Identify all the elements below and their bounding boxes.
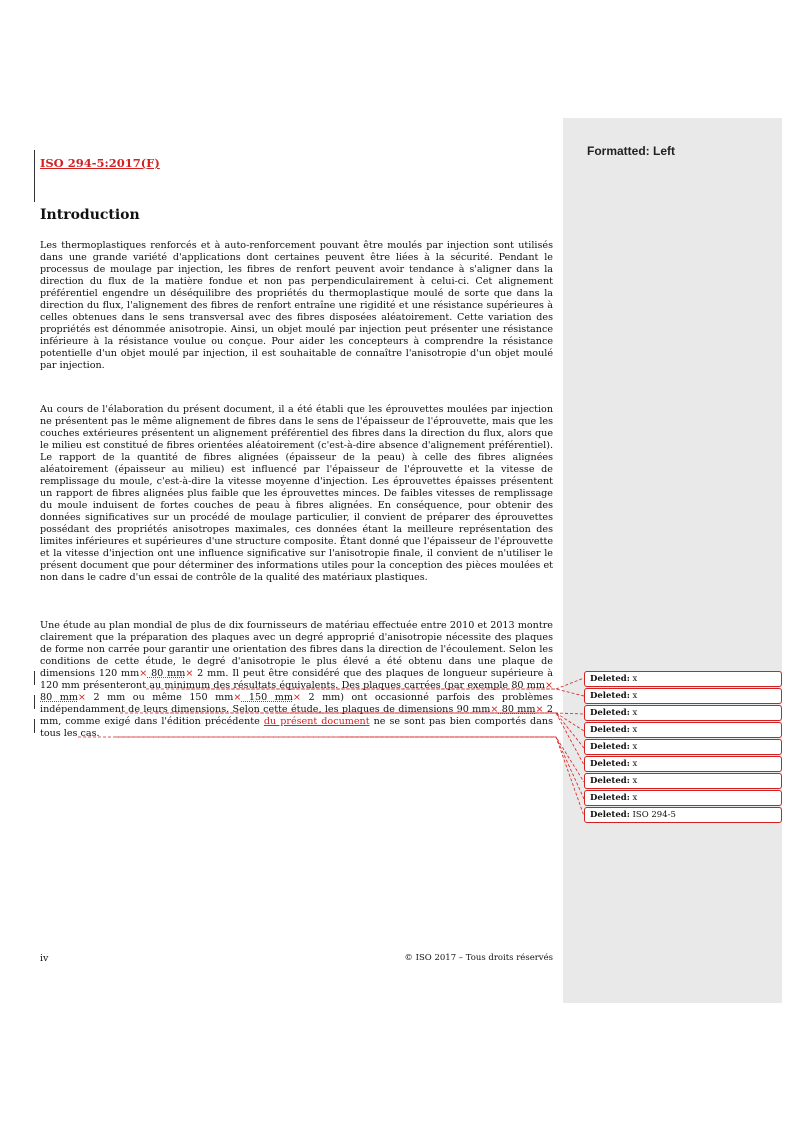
deleted-comment-box[interactable] (584, 688, 782, 704)
deleted-text: x (632, 674, 638, 684)
deleted-text: x (632, 691, 638, 701)
deleted-text: x (632, 776, 638, 786)
deleted-text: ISO 294-5 (632, 810, 676, 820)
deleted-label: Deleted: (590, 708, 630, 718)
deleted-label: Deleted: (590, 725, 630, 735)
paragraph-3-text-g: 2 mm) ont occasionné parfois des problèmes indépendamment de leurs dimensions. Selon cette étude, les plaques de dimensions 90 mm (40, 692, 554, 715)
paragraph-2: Au cours de l'élaboration du présent document, il a été établi que les éprouvettes moulées par injection ne présentent pas le même alignement de fibres dans le sens de l'épaisseur de l'éprouvette, mais que les couches extérieures présentent un alignement préférentiel des fibres dans la direction du flux, alors que le milieu est constitué de fibres orientées aléatoirement (c'est-à-dire absence d'alignement préférentiel). Le rapport de la quantité de fibres alignées (épaisseur de la peau) à celle des fibres alignées aléatoirement (épaisseur au milieu) est influencé par l'épaisseur de l'éprouvette et la vitesse de remplissage du moule, c'est-à-dire la vitesse moyenne d'injection. Les éprouvettes épaisses présentent un rapport de fibres alignées plus faible que les éprouvettes minces. De faibles vitesses de remplissage du moule induisent de fortes couches de peau à fibres alignées. En conséquence, pour obtenir des données significatives sur un procédé de moulage particulier, il convient de préparer des éprouvettes possédant des propriétés anisotropes maximales, ces données étant la meilleure représentation des limites inférieures et supérieures d'une structure composite. Étant donné que l'épaisseur de l'éprouvette et la vitesse d'injection ont une influence significative sur l'anisotropie finale, il convient de n'utiliser le présent document que pour déterminer des informations utiles pour la conception des pièces moulées et non dans le cadre d'un essai de contrôle de la qualité des matériaux plastiques. (40, 404, 553, 583)
change-bar-line-3 (34, 719, 35, 733)
deleted-text: x (632, 793, 638, 803)
page-number: iv (40, 953, 49, 964)
deleted-label: Deleted: (590, 793, 630, 803)
multiplication-sign: × (292, 692, 301, 703)
paragraph-3-text-d: 80 mm (40, 692, 78, 703)
multiplication-sign: × (139, 668, 148, 679)
deleted-comment-box[interactable] (584, 773, 782, 789)
deleted-comment-box[interactable] (584, 807, 782, 823)
deleted-text: x (632, 742, 638, 752)
deleted-text: x (632, 725, 638, 735)
deleted-comment-box[interactable] (584, 756, 782, 772)
paragraph-3-text-h: 80 mm (498, 704, 536, 715)
connector-line (78, 737, 584, 782)
multiplication-sign: × (77, 692, 86, 703)
deleted-label: Deleted: (590, 674, 630, 684)
paragraph-3-text-c: 2 mm. Il peut être considéré que des plaques de longueur supérieure à 120 mm présenteront au minimum des résultats équivalents. Des plaques carrées (par exemple 80 mm (40, 668, 553, 691)
connector-line (340, 737, 584, 816)
deleted-label: Deleted: (590, 776, 630, 786)
change-bar-line-2 (34, 695, 35, 709)
paragraph-3-text-a: Une étude au plan mondial de plus de dix fournisseurs de matériau effectuée entre 2010 et 2013 montre clairement que la préparation des plaques avec un degré approprié d'anisotropie nécessite des plaques de forme non carrée pour garantir une orientation des fibres dans la direction de l'écoulement. Selon les conditions de cette étude, le degré d'anisotropie le plus élevé a été obtenu dans une plaque de dimensions 120 mm (40, 620, 553, 679)
deleted-text: x (632, 759, 638, 769)
multiplication-sign: × (544, 680, 553, 691)
deleted-label: Deleted: (590, 742, 630, 752)
deleted-comment-box[interactable] (584, 671, 782, 687)
paragraph-3-text-j: ne se sont pas bien comportés dans tous les cas. (40, 716, 553, 739)
multiplication-sign: × (185, 668, 194, 679)
document-code: ISO 294-5:2017(F) (40, 156, 160, 170)
deleted-comment-box[interactable] (584, 705, 782, 721)
deleted-comment-box[interactable] (584, 739, 782, 755)
section-title: Introduction (40, 207, 140, 223)
deleted-text: x (632, 708, 638, 718)
deleted-label: Deleted: (590, 810, 630, 820)
paragraph-3-text-i: 2 mm, comme exigé dans l'édition précédente (40, 704, 553, 727)
connector-line (116, 737, 584, 799)
paragraph-3-text-f: 150 mm (241, 692, 293, 703)
change-bar-line-1 (34, 671, 35, 685)
inserted-text: du présent document (263, 716, 370, 727)
deleted-label: Deleted: (590, 759, 630, 769)
deleted-comment-box[interactable] (584, 722, 782, 738)
multiplication-sign: × (233, 692, 242, 703)
multiplication-sign: × (535, 704, 544, 715)
comment-pane (563, 118, 782, 1003)
multiplication-sign: × (490, 704, 499, 715)
deleted-label: Deleted: (590, 691, 630, 701)
paragraph-3-text-e: 2 mm ou même 150 mm (85, 692, 234, 703)
paragraph-3 (40, 620, 553, 740)
paragraph-3-text-b: 80 mm (147, 668, 186, 679)
copyright-notice: © ISO 2017 – Tous droits réservés (404, 953, 553, 963)
change-bar-header (34, 150, 35, 202)
paragraph-1: Les thermoplastiques renforcés et à auto-renforcement pouvant être moulés par injection sont utilisés dans une grande variété d'applications dont certaines peuvent être liées à la sécurité. Pendant le processus de moulage par injection, les fibres de renfort peuvent avoir tendance à s'aligner dans la direction du flux de la matière fondue et non pas perpendiculairement à celui-ci. Cet alignement préférentiel engendre un déséquilibre des propriétés du thermoplastique moulé de sorte que dans la direction du flux, l'alignement des fibres de renfort entraîne une rigidité et une résistance supérieures à celles obtenues dans le sens transversal avec des fibres disposées aléatoirement. Cette variation des propriétés est dénommée anisotropie. Ainsi, un objet moulé par injection peut présenter une résistance inférieure à la résistance voulue ou conçue. Pour aider les concepteurs à comprendre la résistance potentielle d'un objet moulé par injection, il est souhaitable de connaître l'anisotropie d'un objet moulé par injection. (40, 240, 553, 371)
formatting-note: Formatted: Left (587, 144, 675, 158)
deleted-comment-box[interactable] (584, 790, 782, 806)
